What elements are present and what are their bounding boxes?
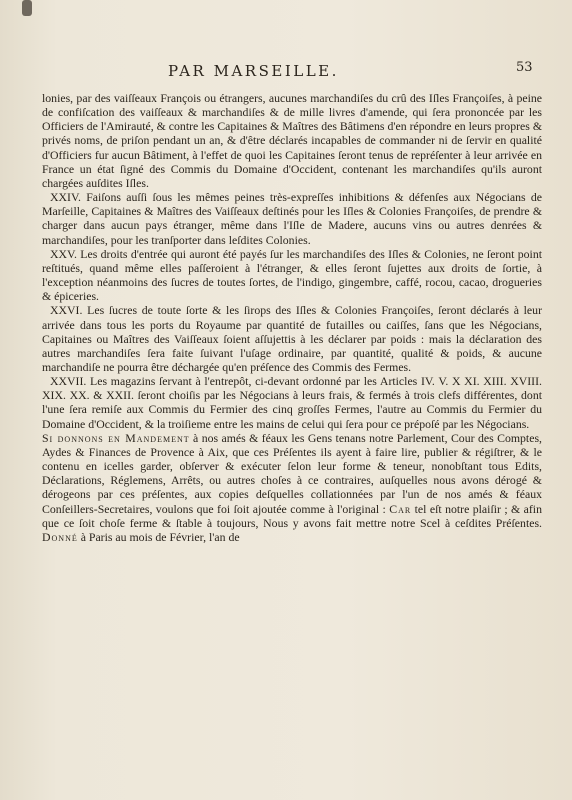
car-word: Car xyxy=(389,501,412,516)
article-xxvi: XXVI. Les ſucres de toute ſorte & les ſirops des Iſles & Colonies Françoiſes, ſeront déclarés à leur arrivée dans tous les ports du Royaume par quantité de futailles ou caiſſes, ſans que les Négocians, Capitaines ou Maîtres des Vaiſſeaux ſoient aſſujettis à les déclarer par poids : mais la déclaration des autres marchandiſes ſera faite ſuivant l'uſage ordinaire, par quantité, qualité & poids, & aucune marchandiſe ne pourra être déchargée qu'en préſence des Commis des Fermes. xyxy=(42,303,542,374)
article-xxvii: XXVII. Les magazins ſervant à l'entrepôt, ci-devant ordonné par les Articles IV. V. X XI. XIII. XVIII. XIX. XX. & XXII. ſeront choiſis par les Négocians à leurs frais, & fermés à trois clefs différentes, dont l'une ſera remiſe aux Commis du Fermier des cinq groſſes Fermes, l'autre au Commis du Fermier du Domaine d'Occident, & la troiſieme entre les mains de celui qui ſera pour ce prépoſé par les Négocians. xyxy=(42,374,542,431)
paragraph-continuation: lonies, par des vaiſſeaux François ou étrangers, aucunes marchandiſes du crû des Iſles Françoiſes, à peine de confiſcation des vaiſſeaux & marchandiſes & de mille livres d'amende, qui ſera prononcée par les Officiers de l'Amirauté, & contre les Capitaines & Maîtres des Bâtimens d'en répondre en leurs propres & privés noms, de priſon pendant un an, & d'être déclarés incapables de commander ni de ſervir en qualité d'Officiers fur aucun Bâtiment, à l'effet de quoi les Capitaines ſeront tenus de repréſenter à leur arrivée en France un état ſigné des Commis du Domaine d'Occident, contenant les marchandiſes qu'ils auront chargées auſdites Iſles. xyxy=(42,91,542,190)
running-head: PAR MARSEILLE. xyxy=(168,62,339,80)
closing-mandate xyxy=(42,431,542,544)
page-body xyxy=(42,91,542,544)
article-xxv: XXV. Les droits d'entrée qui auront été payés ſur les marchandiſes des Iſles & Colonies, ne ſeront point reſtitués, quand même elles paſſeroient à l'étranger, & elles ſeront ſujettes aux droits de ſortie, à l'exception néanmoins des ſucres de toutes ſortes, de l'indigo, gingembre, caffé, rocou, cacao, drogueries & épiceries. xyxy=(42,246,542,304)
page-header xyxy=(0,58,572,82)
page-stain xyxy=(22,0,32,16)
article-xxiv: XXIV. Faiſons auſſi ſous les mêmes peines très-expreſſes inhibitions & défenſes aux Négocians de Marſeille, Capitaines & Maîtres des Vaiſſeaux deſtinés pour les Iſles & Colonies Françoiſes, de prendre & charger dans aucun pays étranger, même dans l'Iſle de Madere, aucuns vins ou autres denrées & marchandiſes, pour les tranſporter dans leſdites Colonies. xyxy=(42,190,542,247)
page-number: 53 xyxy=(516,60,533,75)
mandate-text-3: à Paris au mois de Février, l'an de xyxy=(77,529,240,544)
donne-word: Donné xyxy=(42,529,78,544)
mandate-text-2: tel eſt notre plaiſir ; & afin que ce ſoit choſe ferme & ſtable à toujours, Nous y avons fait mettre notre Scel à ceſdites Préſentes. xyxy=(42,501,542,530)
mandate-text: à nos amés & féaux les Gens tenans notre Parlement, Cour des Comptes, Aydes & Finances de Provence à Aix, que ces Préſentes ils ayent à faire lire, publier & régiſtrer, & le contenu en icelles garder, obſerver & exécuter ſelon leur forme & teneur, nonobſtant tous Edits, Déclarations, Réglemens, Arrêts, ou autres choſes à ce contraires, auſquelles nous avons dérogé & dérogeons par ces préſentes, aux copies deſquelles collationnées par l'un de nos amés & féaux Conſeillers-Secretaires, voulons que foi ſoit ajoutée comme à l'original : xyxy=(42,430,542,516)
mandate-lead: Si donnons en Mandement xyxy=(42,430,190,445)
